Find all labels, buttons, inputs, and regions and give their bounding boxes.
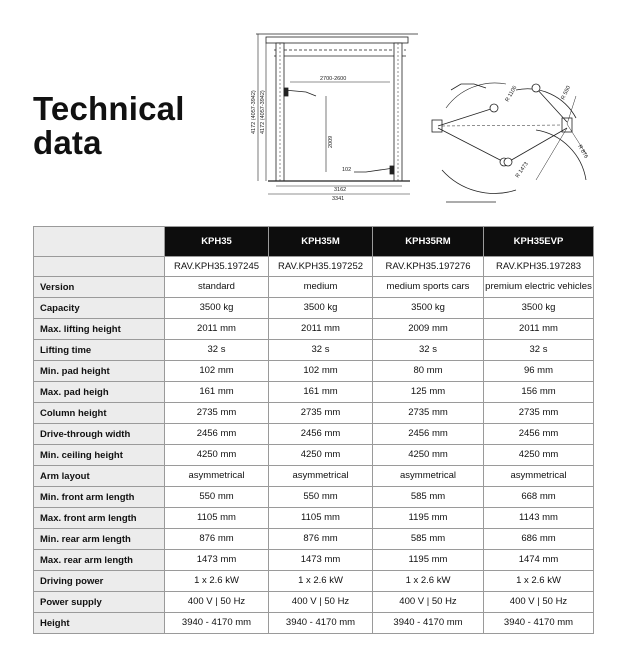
row-value: 32 s — [269, 340, 373, 361]
row-value: asymmetrical — [165, 466, 269, 487]
row-value: 1195 mm — [373, 508, 484, 529]
row-value: 1 x 2.6 kW — [269, 571, 373, 592]
product-code: RAV.KPH35.197245 — [165, 257, 269, 277]
row-value: 125 mm — [373, 382, 484, 403]
row-value: asymmetrical — [373, 466, 484, 487]
row-value: 4250 mm — [165, 445, 269, 466]
row-value: 2011 mm — [165, 319, 269, 340]
row-value: 1 x 2.6 kW — [373, 571, 484, 592]
row-value: 585 mm — [373, 529, 484, 550]
row-value: 3500 kg — [484, 298, 594, 319]
row-value: 400 V | 50 Hz — [269, 592, 373, 613]
row-value: 2456 mm — [165, 424, 269, 445]
row-value: medium sports cars — [373, 277, 484, 298]
dim-width-inner: 3162 — [334, 187, 347, 193]
row-value: 161 mm — [269, 382, 373, 403]
row-value: 1195 mm — [373, 550, 484, 571]
row-value: 1474 mm — [484, 550, 594, 571]
row-value: standard — [165, 277, 269, 298]
page-title-line-1: Technical — [33, 90, 185, 127]
row-value: 4250 mm — [484, 445, 594, 466]
table-row — [34, 571, 594, 592]
row-label: Max. front arm length — [34, 508, 165, 529]
table-row — [34, 487, 594, 508]
model-header: KPH35M — [269, 227, 373, 257]
row-value: 400 V | 50 Hz — [484, 592, 594, 613]
table-row — [34, 361, 594, 382]
row-value: 1473 mm — [269, 550, 373, 571]
row-value: 2735 mm — [484, 403, 594, 424]
table-row — [34, 382, 594, 403]
page-title-line-2: data — [33, 124, 102, 161]
code-row-label — [34, 257, 165, 277]
code-row — [34, 257, 594, 277]
model-header: KPH35RM — [373, 227, 484, 257]
table-row — [34, 550, 594, 571]
row-value: medium — [269, 277, 373, 298]
dim-height: 2009 — [328, 135, 334, 148]
row-value: 2011 mm — [269, 319, 373, 340]
row-value: 2456 mm — [484, 424, 594, 445]
table-row — [34, 445, 594, 466]
row-value: 2735 mm — [373, 403, 484, 424]
row-value: 161 mm — [165, 382, 269, 403]
dim-pad: 102 — [342, 167, 352, 173]
dim-radius-3: R 876 — [576, 144, 589, 160]
row-value: 32 s — [484, 340, 594, 361]
row-value: 2456 mm — [269, 424, 373, 445]
row-value: 550 mm — [269, 487, 373, 508]
table-row — [34, 424, 594, 445]
model-header: KPH35EVP — [484, 227, 594, 257]
row-label: Version — [34, 277, 165, 298]
row-value: 156 mm — [484, 382, 594, 403]
product-code: RAV.KPH35.197276 — [373, 257, 484, 277]
row-label: Power supply — [34, 592, 165, 613]
product-code: RAV.KPH35.197252 — [269, 257, 373, 277]
product-code: RAV.KPH35.197283 — [484, 257, 594, 277]
row-value: 1143 mm — [484, 508, 594, 529]
table-row — [34, 508, 594, 529]
model-header-row — [34, 227, 594, 257]
row-label: Min. rear arm length — [34, 529, 165, 550]
front-view — [256, 34, 418, 194]
row-value: 876 mm — [165, 529, 269, 550]
row-value: 668 mm — [484, 487, 594, 508]
dim-radius-1: R 1106 — [504, 84, 519, 103]
row-value: 1 x 2.6 kW — [165, 571, 269, 592]
row-value: asymmetrical — [484, 466, 594, 487]
model-header: KPH35 — [165, 227, 269, 257]
row-label: Max. lifting height — [34, 319, 165, 340]
row-value: 96 mm — [484, 361, 594, 382]
row-value: 32 s — [165, 340, 269, 361]
row-label: Lifting time — [34, 340, 165, 361]
row-value: 4250 mm — [373, 445, 484, 466]
row-label: Height — [34, 613, 165, 634]
table-row — [34, 403, 594, 424]
row-label: Max. rear arm length — [34, 550, 165, 571]
row-label: Max. pad heigh — [34, 382, 165, 403]
row-value: 876 mm — [269, 529, 373, 550]
table-row — [34, 277, 594, 298]
row-value: 2011 mm — [484, 319, 594, 340]
row-label: Arm layout — [34, 466, 165, 487]
row-value: 1 x 2.6 kW — [484, 571, 594, 592]
table-row — [34, 529, 594, 550]
row-label: Min. front arm length — [34, 487, 165, 508]
row-label: Drive-through width — [34, 424, 165, 445]
lift-technical-drawing — [246, 30, 606, 206]
row-value: 550 mm — [165, 487, 269, 508]
row-value: 2009 mm — [373, 319, 484, 340]
row-value: 3500 kg — [269, 298, 373, 319]
row-value: 1105 mm — [269, 508, 373, 529]
row-value: 4250 mm — [269, 445, 373, 466]
row-value: 2735 mm — [165, 403, 269, 424]
row-value: 3940 - 4170 mm — [165, 613, 269, 634]
row-label: Driving power — [34, 571, 165, 592]
table-row — [34, 298, 594, 319]
row-label: Capacity — [34, 298, 165, 319]
row-value: 400 V | 50 Hz — [165, 592, 269, 613]
row-value: 80 mm — [373, 361, 484, 382]
row-value: 3940 - 4170 mm — [484, 613, 594, 634]
dim-width-outer: 3341 — [332, 196, 345, 202]
dim-total-height-2: 4172 (4057-3942) — [260, 90, 266, 134]
table-row — [34, 613, 594, 634]
table-row — [34, 319, 594, 340]
row-label: Column height — [34, 403, 165, 424]
row-value: 3500 kg — [165, 298, 269, 319]
row-value: 2456 mm — [373, 424, 484, 445]
row-value: asymmetrical — [269, 466, 373, 487]
row-value: 3940 - 4170 mm — [269, 613, 373, 634]
row-value: 2735 mm — [269, 403, 373, 424]
row-label: Min. ceiling height — [34, 445, 165, 466]
row-value: 686 mm — [484, 529, 594, 550]
dim-span-width: 2700-2600 — [320, 76, 347, 82]
dim-radius-4: R 1473 — [514, 161, 530, 180]
technical-data-table — [33, 226, 594, 634]
row-value: 400 V | 50 Hz — [373, 592, 484, 613]
table-row — [34, 340, 594, 361]
row-value: premium electric vehicles — [484, 277, 594, 298]
table-row — [34, 592, 594, 613]
dim-total-height-1: 4172 (4057-3942) — [251, 90, 257, 134]
table-row — [34, 466, 594, 487]
row-value: 585 mm — [373, 487, 484, 508]
row-value: 102 mm — [269, 361, 373, 382]
row-value: 1473 mm — [165, 550, 269, 571]
row-value: 3500 kg — [373, 298, 484, 319]
row-value: 3940 - 4170 mm — [373, 613, 484, 634]
header-corner — [34, 227, 165, 257]
row-value: 1105 mm — [165, 508, 269, 529]
dim-radius-2: R 550 — [560, 84, 573, 101]
row-label: Min. pad height — [34, 361, 165, 382]
row-value: 32 s — [373, 340, 484, 361]
page-title — [33, 92, 185, 160]
row-value: 102 mm — [165, 361, 269, 382]
